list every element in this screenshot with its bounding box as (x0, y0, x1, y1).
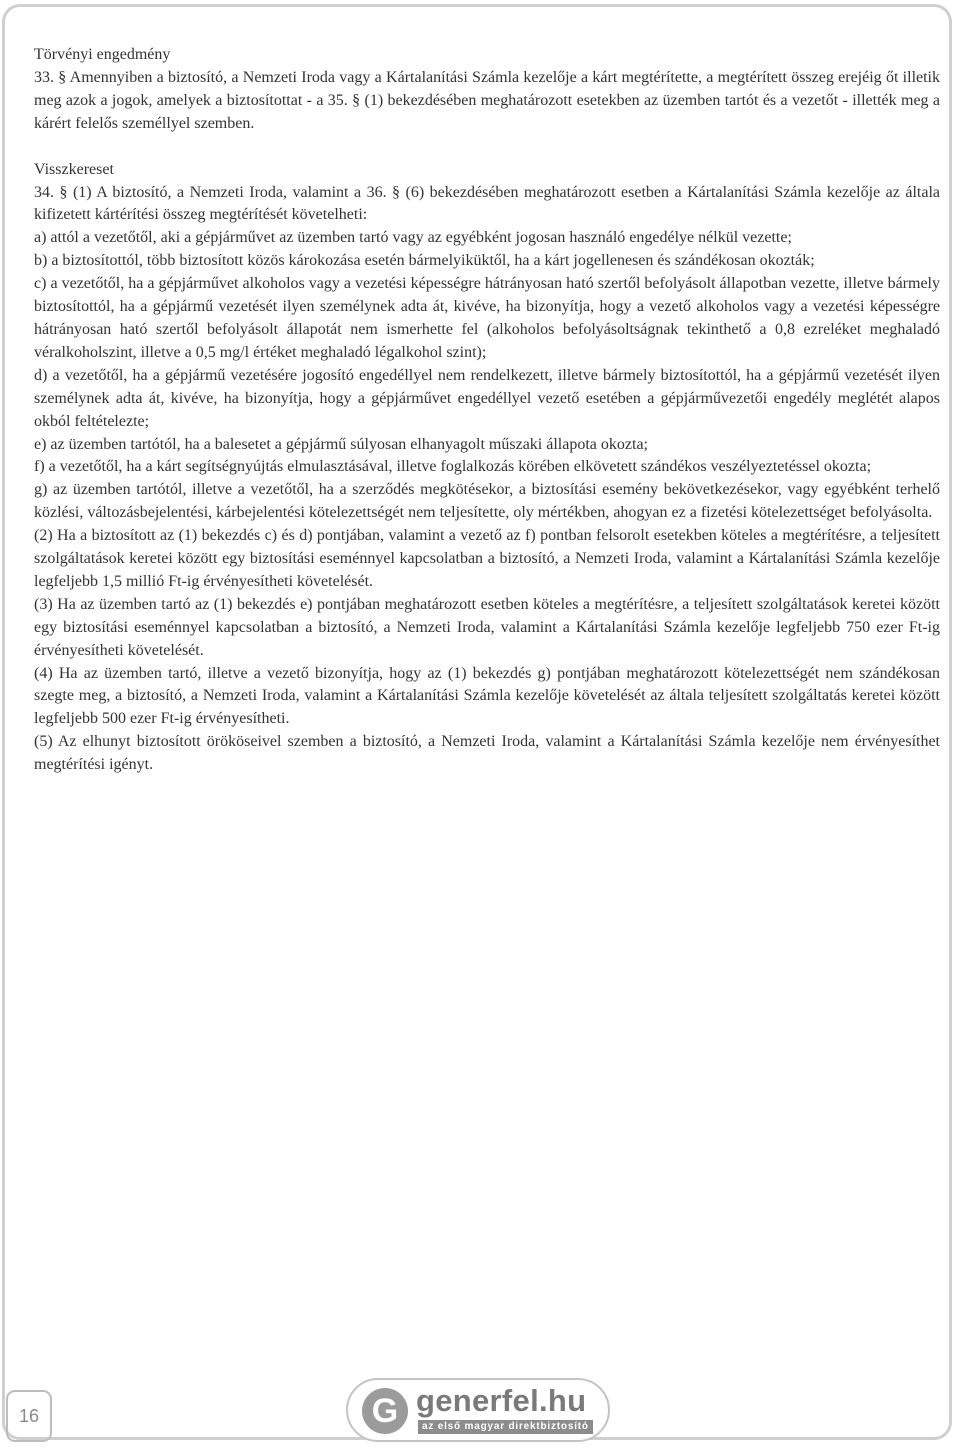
logo-tagline: az első magyar direktbiztosító (418, 1420, 593, 1434)
generali-logo (346, 1378, 610, 1442)
section-heading: Törvényi engedmény (34, 46, 171, 63)
paragraph: b) a biztosítottól, több biztosított közös károkozása esetén bármelyiküktől, ha a kárt jogellenesen és szándékosan okozták; (34, 252, 815, 270)
document-body (34, 44, 940, 777)
paragraph: c) a vezetőtől, ha a gépjárművet alkoholos vagy a vezetési képességre hátrányosan ható szertől befolyásolt állapotban vezette, illetve bármely biztosítottól, ha a gépjármű vezetését ilyen személynek adta át, kivéve, ha bizonyítja, hogy a vezető alkoholos vagy a vezetési képességre hátrányosan ható szertől befolyásolt állapotát nem ismerhette fel (alkoholos befolyásoltságnak tekinthető a 0,8 ezreléket meghaladó véralkoholszint, illetve a 0,5 mg/l értéket meghaladó légalkohol szint); (34, 275, 940, 361)
section-visszkereset (34, 159, 940, 777)
logo-g-icon: G (362, 1388, 408, 1434)
paragraph: d) a vezetőtől, ha a gépjármű vezetésére jogosító engedéllyel nem rendelkezett, illetve bármely biztosítottól, ha a gépjármű vezetését ilyen személynek adta át, kivéve, ha bizonyítja, hogy a gépjárművet engedéllyel vezető esetében a gépjárművezetői engedély meglétét alapos okból feltételezte; (34, 366, 940, 430)
paragraph: 34. § (1) A biztosító, a Nemzeti Iroda, valamint a 36. § (6) bekezdésében meghatározott esetben a Kártalanítási Számla kezelője az általa kifizetett kártérítési összeg megtérítését követelheti: (34, 183, 940, 224)
paragraph: (2) Ha a biztosított az (1) bekezdés c) és d) pontjában, valamint a vezető az f) pontban felsorolt esetekben köteles a megtérítésre, a teljesített szolgáltatások keretei között egy biztosítási eseménnyel kapcsolatban a biztosító, a Nemzeti Iroda, valamint a Kártalanítási Számla kezelője legfeljebb 1,5 millió Ft-ig érvényesítheti követelését. (34, 527, 940, 590)
paragraph: a) attól a vezetőtől, aki a gépjárművet az üzemben tartó vagy az egyébként jogosan használó engedélye nélkül vezette; (34, 229, 792, 247)
paragraph: (3) Ha az üzemben tartó az (1) bekezdés e) pontjában meghatározott esetben köteles a megtérítésre, a teljesített szolgáltatások keretei között egy biztosítási eseménnyel kapcsolatban a biztosító, a Nemzeti Iroda, valamint a Kártalanítási Számla kezelője legfeljebb 750 ezer Ft-ig érvényesítheti követelését. (34, 595, 940, 659)
logo-text: generfel.hu (416, 1383, 587, 1418)
section-torvenyi-engedmeny (34, 44, 940, 136)
paragraph: 33. § Amennyiben a biztosító, a Nemzeti Iroda vagy a Kártalanítási Számla kezelője a kárt megtérítette, a megtérített összeg erejéig őt illetik meg azok a jogok, amelyek a biztosítottat - a 35. § (1) bekezdésében meghatározott esetekben az üzemben tartót és a vezetőt - illették meg a kárért felelős személlyel szemben. (34, 68, 940, 132)
paragraph: (5) Az elhunyt biztosított örököseivel szemben a biztosító, a Nemzeti Iroda, valamint a Kártalanítási Számla kezelője nem érvényesíthet megtérítési igényt. (34, 733, 940, 774)
section-heading: Visszkereset (34, 160, 114, 178)
paragraph: f) a vezetőtől, ha a kárt segítségnyújtás elmulasztásával, illetve foglalkozás körében elkövetett szándékos veszélyeztetéssel okozta; (34, 458, 872, 476)
paragraph: (4) Ha az üzemben tartó, illetve a vezető bizonyítja, hogy az (1) bekezdés g) pontjában meghatározott kötelezettségét nem szándékosan szegte meg, a biztosító, a Nemzeti Iroda, valamint a Kártalanítási Számla kezelője követelését az általa teljesített szolgáltatás keretei között legfeljebb 500 ezer Ft-ig érvényesítheti. (34, 664, 940, 728)
paragraph: g) az üzemben tartótól, illetve a vezetőtől, ha a szerződés megkötésekor, a biztosítási esemény bekövetkezésekor, vagy egyébként terhelő közlési, változásbejelentési, kárbejelentési kötelezettségét nem teljesítette, oly mértékben, ahogyan ez a fizetési kötelezettséget befolyásolta. (34, 481, 940, 522)
paragraph: e) az üzemben tartótól, ha a balesetet a gépjármű súlyosan elhanyagolt műszaki állapota okozta; (34, 435, 648, 453)
page-number: 16 (6, 1390, 52, 1442)
